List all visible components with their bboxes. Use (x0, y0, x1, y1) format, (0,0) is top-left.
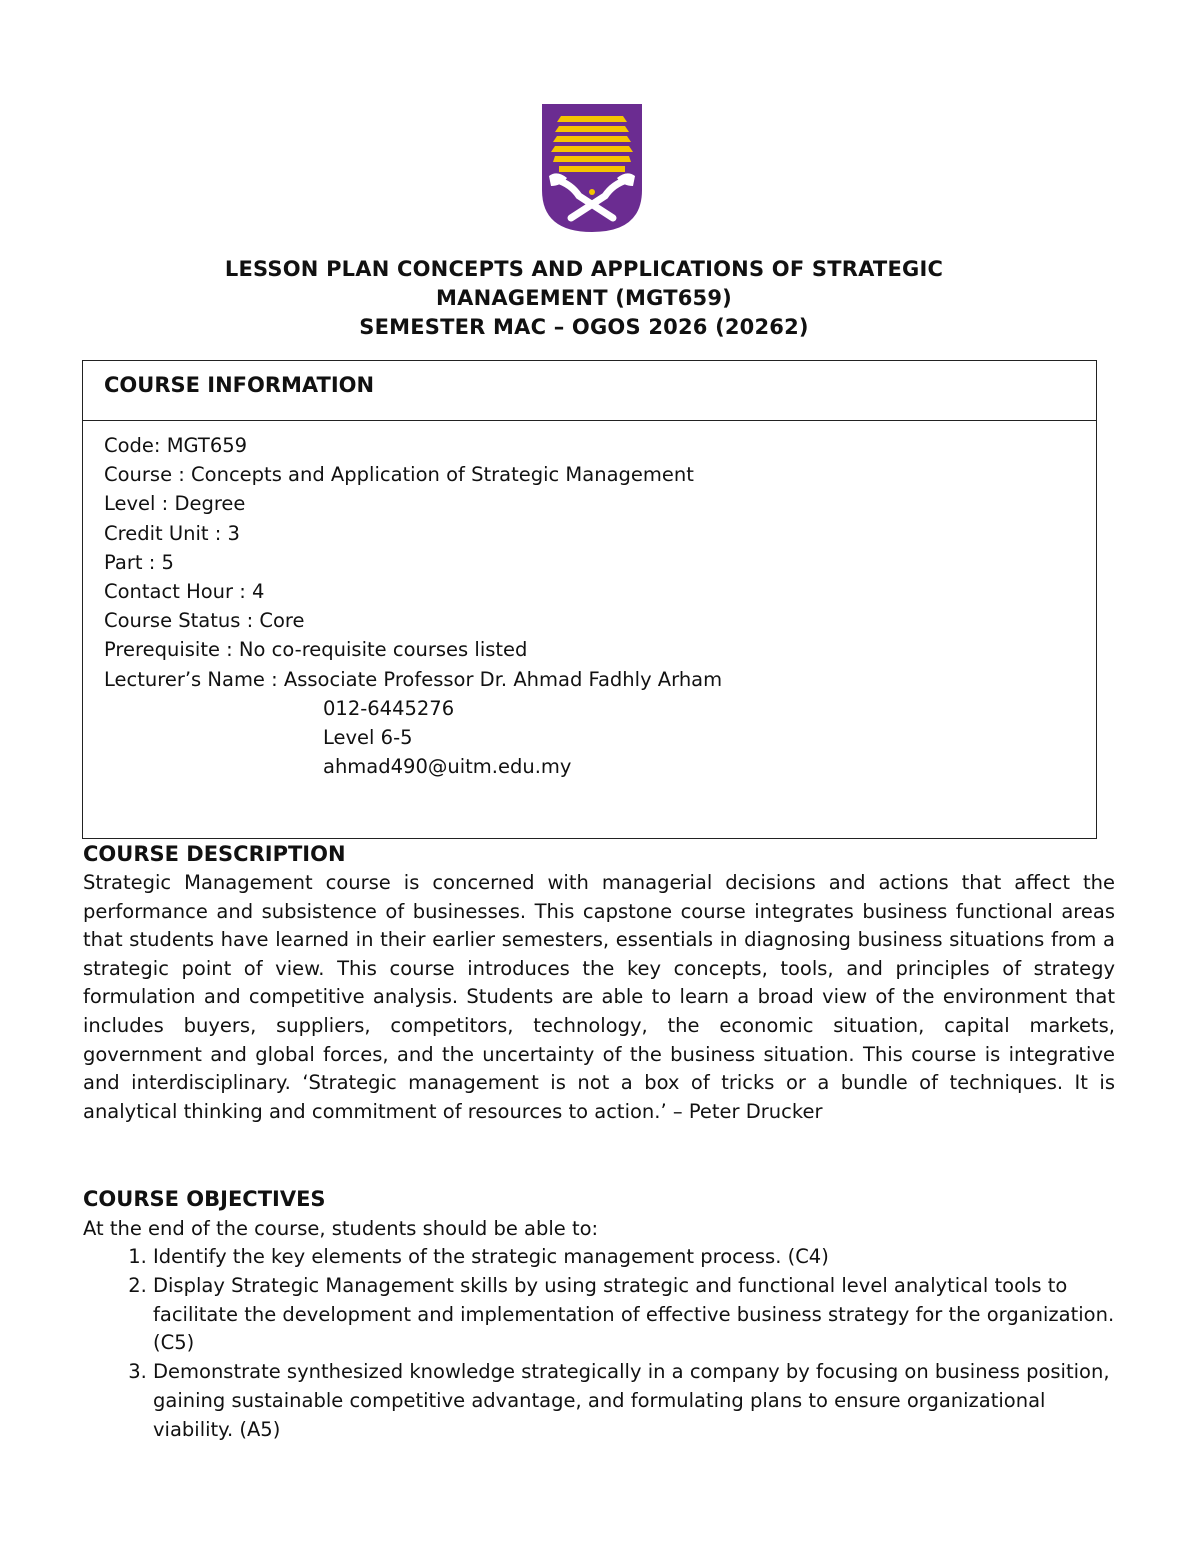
course-code: Code: MGT659 (104, 434, 248, 457)
lecturer-name: Lecturer’s Name : Associate Professor Dr. Ahmad Fadhly Arham (104, 667, 723, 691)
course-objectives-intro: At the end of the course, students should be able to: (83, 1217, 599, 1240)
course-description-heading: COURSE DESCRIPTION (83, 842, 346, 866)
prerequisite: Prerequisite : No co-requisite courses listed (104, 638, 528, 662)
course-information-body (83, 421, 1096, 781)
course-objectives-section (83, 1185, 1115, 1445)
lecturer-email: ahmad490@uitm.edu.my (323, 755, 572, 779)
lecturer-office: Level 6-5 (323, 726, 413, 750)
title-line-3: SEMESTER MAC – OGOS 2026 (20262) (359, 315, 809, 339)
course-information-heading: COURSE INFORMATION (83, 361, 1096, 421)
contact-hour: Contact Hour : 4 (104, 580, 265, 604)
course-name: Course : Concepts and Application of Strategic Management (104, 463, 694, 487)
course-description-text: Strategic Management course is concerned with managerial decisions and actions that affect the performance and subsistence of businesses. This capstone course integrates business functional areas that students have learned in their earlier semesters, essentials in diagnosing business situations from a strategic point of view. This course introduces the key concepts, tools, and principles of strategy formulation and competitive analysis. Students are able to learn a broad view of the environment that includes buyers, suppliers, competitors, technology, the economic situation, capital markets, government and global forces, and the uncertainty of the business situation. This course is integrative and interdisciplinary. ‘Strategic management is not a box of tricks or a bundle of techniques. It is analytical thinking and commitment of resources to action.’ – Peter Drucker (83, 871, 1115, 1123)
university-logo (509, 86, 675, 250)
course-level: Level : Degree (104, 492, 246, 516)
course-objectives-heading: COURSE OBJECTIVES (83, 1187, 326, 1211)
course-description-section (83, 840, 1115, 1126)
title-line-1: LESSON PLAN CONCEPTS AND APPLICATIONS OF STRATEGIC (224, 257, 944, 281)
course-status: Course Status : Core (104, 609, 305, 633)
uitm-crest-icon (509, 86, 675, 250)
list-item: 3. Demonstrate synthesized knowledge strategically in a company by focusing on business position, gaining sustainable competitive advantage, and formulating plans to ensure organizational viability. (A5) (153, 1358, 1115, 1444)
course-objectives-list (83, 1243, 1115, 1445)
credit-unit: Credit Unit : 3 (104, 521, 240, 545)
course-part: Part : 5 (104, 550, 174, 574)
document-title (120, 255, 1048, 342)
course-information-box (82, 360, 1097, 839)
lecturer-phone: 012-6445276 (323, 696, 455, 720)
list-item: 1. Identify the key elements of the strategic management process. (C4) (153, 1243, 1115, 1272)
title-line-2: MANAGEMENT (MGT659) (436, 286, 732, 310)
list-item: 2. Display Strategic Management skills by using strategic and functional level analytical tools to facilitate the development and implementation of effective business strategy for the organization. (C5) (153, 1272, 1115, 1358)
